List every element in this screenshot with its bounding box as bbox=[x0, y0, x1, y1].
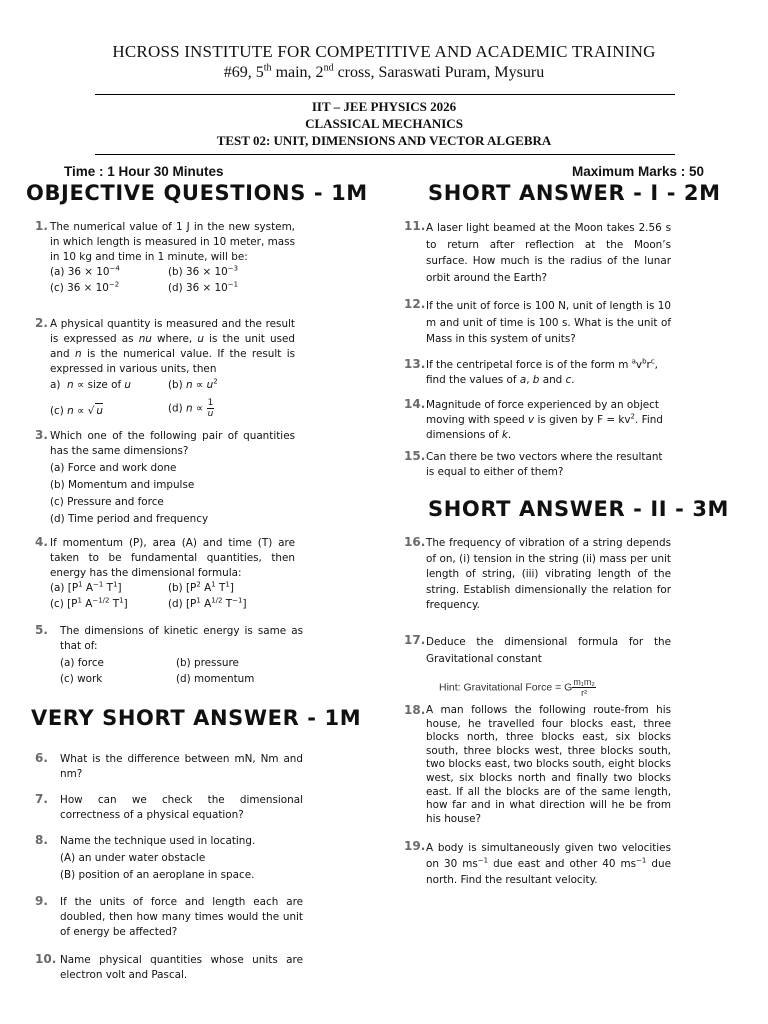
question-number: 16. bbox=[404, 535, 426, 549]
question-text: Can there be two vectors where the resultant is equal to either of them? bbox=[426, 451, 663, 478]
option-d: (d) $36 \times 10^{-1}$ bbox=[168, 280, 239, 294]
option-c: (c) n ∝ √ u bbox=[50, 405, 103, 417]
question-13 bbox=[404, 358, 671, 388]
question-text: A laser light beamed at the Moon takes 2.56 s to return after reflection at the Moon’s surface. How much is the radius of the lunar orbit around the Earth? bbox=[426, 222, 671, 284]
question-text: The numerical value of 1 J in the new system, in which length is measured in 10 meter, mass in 10 kg and time in 1 minute, will be: bbox=[50, 221, 295, 263]
question-number: 9. bbox=[35, 894, 48, 908]
option-b: (B) position of an aeroplane in space. bbox=[60, 869, 255, 881]
option-c: (c) $36 \times 10^{-2}$ bbox=[50, 280, 120, 294]
option-b: (b) [$P^2$ $A^1$ $T^1$] bbox=[168, 580, 234, 594]
option-b: (b) Momentum and impulse bbox=[50, 479, 195, 491]
option-b: (b) $36 \times 10^{-3}$ bbox=[168, 264, 239, 278]
question-10 bbox=[35, 953, 303, 983]
question-number: 8. bbox=[35, 833, 48, 847]
exam-subject: CLASSICAL MECHANICS bbox=[305, 116, 463, 131]
exam-test-name: TEST 02: UNIT, DIMENSIONS AND VECTOR ALGEBRA bbox=[216, 133, 552, 148]
question-text: A man follows the following route-from his house, he travelled four blocks east, three blocks north, three blocks east, six blocks south, three blocks west, three blocks south, two blocks east, two blocks south, eight blocks west, six blocks north and finally two blocks east. If all the blocks are of the same length, how far and in what direction will he be from his house? bbox=[426, 704, 671, 825]
question-number: 10. bbox=[35, 952, 57, 966]
question-number: 5. bbox=[35, 623, 48, 637]
option-a: (a) [$P^1$ $A^{-1}$ $T^1$] bbox=[50, 580, 122, 594]
question-text: What is the difference between mN, Nm and nm? bbox=[60, 753, 303, 780]
question-text: The dimensions of kinetic energy is same as that of: bbox=[60, 625, 303, 652]
institute-address: #69, 5th main, 2nd cross, Saraswati Puram, Mysuru bbox=[223, 62, 545, 81]
option-b: (b) pressure bbox=[176, 657, 239, 669]
question-18 bbox=[404, 704, 671, 826]
institute-name: HCROSS INSTITUTE FOR COMPETITIVE AND ACADEMIC TRAINING bbox=[112, 42, 656, 61]
question-text: If the unit of force is 100 N, unit of length is 10 m and unit of time is 100 s. What is the unit of Mass in this system of units? bbox=[426, 300, 671, 345]
question-number: 12. bbox=[404, 297, 426, 311]
question-number: 3. bbox=[35, 428, 48, 442]
question-number: 18. bbox=[404, 703, 426, 717]
question-text: How can we check the dimensional correctness of a physical equation? bbox=[60, 794, 303, 821]
question-number: 19. bbox=[404, 839, 426, 853]
option-c: (c) work bbox=[60, 673, 103, 685]
question-17 bbox=[404, 634, 671, 698]
question-number: 17. bbox=[404, 633, 426, 647]
question-text: Magnitude of force experienced by an object moving with speed v is given by $F = kv^2$. Find dimensions of k. bbox=[426, 399, 663, 441]
question-5 bbox=[35, 624, 303, 687]
question-4 bbox=[35, 536, 295, 612]
question-9 bbox=[35, 895, 303, 940]
question-text: If the units of force and length each are doubled, then how many times would the unit of energy be affected? bbox=[60, 896, 303, 938]
option-a: (a) Force and work done bbox=[50, 462, 177, 474]
section-short1-heading: SHORT ANSWER - I - 2M bbox=[428, 181, 721, 205]
section-very-short-heading: VERY SHORT ANSWER - 1M bbox=[31, 706, 362, 730]
question-text: The frequency of vibration of a string depends of on, (i) tension in the string (ii) mass per unit length of string, (iii) vibrating length of the string. Establish dimensionally the relation for frequency. bbox=[426, 537, 671, 611]
option-a: a) n ∝ size of u bbox=[50, 379, 132, 391]
question-19 bbox=[404, 840, 671, 888]
question-11 bbox=[404, 220, 671, 286]
question-number: 1. bbox=[35, 219, 48, 233]
question-2 bbox=[35, 317, 295, 419]
option-d: (d) [$P^1$ $A^{1/2}$ $T^{-1}$] bbox=[168, 596, 247, 610]
question-12 bbox=[404, 298, 671, 348]
question-number: 15. bbox=[404, 449, 426, 463]
question-3 bbox=[35, 429, 295, 527]
header-divider-bottom bbox=[95, 154, 675, 155]
question-6 bbox=[35, 752, 303, 782]
question-8 bbox=[35, 834, 303, 883]
option-a: (A) an under water obstacle bbox=[60, 852, 206, 864]
section-objective-heading: OBJECTIVE QUESTIONS - 1M bbox=[26, 181, 368, 205]
option-d: (d) momentum bbox=[176, 673, 255, 685]
question-16 bbox=[404, 536, 671, 614]
question-text: Deduce the dimensional formula for the Gravitational constant bbox=[426, 636, 671, 665]
gravitational-force-hint: Hint: Gravitational Force = G $\frac{\text{m₁m₂}}{\text{r²}}$ bbox=[439, 677, 595, 698]
question-number: 6. bbox=[35, 751, 48, 765]
question-7 bbox=[35, 793, 303, 823]
question-number: 4. bbox=[35, 535, 48, 549]
exam-max-marks: Maximum Marks : 50 bbox=[572, 164, 705, 179]
question-text: Which one of the following pair of quantities has the same dimensions? bbox=[50, 430, 295, 457]
question-number: 14. bbox=[404, 397, 426, 411]
question-text: A physical quantity is measured and the result is expressed as nu where, u is the unit used and n is the numerical value. If the result is expressed in various units, then bbox=[50, 318, 295, 375]
question-number: 11. bbox=[404, 219, 426, 233]
exam-title: IIT – JEE PHYSICS 2026 bbox=[311, 99, 457, 114]
question-1 bbox=[35, 220, 295, 296]
question-number: 13. bbox=[404, 357, 426, 371]
option-b: (b) $n \propto u^2$ bbox=[168, 377, 218, 391]
question-text: A body is simultaneously given two velocities on 30 $ms^{-1}$ due east and other 40 $ms^{-1}$ due north. Find the resultant velocity. bbox=[426, 842, 671, 886]
sqrt-icon: √ bbox=[87, 405, 95, 417]
question-text: Name the technique used in locating. bbox=[60, 835, 256, 847]
option-d: (d) Time period and frequency bbox=[50, 513, 209, 525]
question-text: Name physical quantities whose units are electron volt and Pascal. bbox=[60, 954, 303, 981]
question-text: If the centripetal force is of the form m $^av^br^c$, find the values of a, b and c. bbox=[426, 357, 658, 386]
question-number: 7. bbox=[35, 792, 48, 806]
question-number: 2. bbox=[35, 316, 48, 330]
question-15 bbox=[404, 450, 671, 480]
question-14 bbox=[404, 398, 671, 443]
question-text: If momentum (P), area (A) and time (T) are taken to be fundamental quantities, then energy has the dimensional formula: bbox=[50, 537, 295, 579]
option-d: (d) n ∝ $\frac{1}{u}$ bbox=[168, 398, 214, 419]
section-short2-heading: SHORT ANSWER - II - 3M bbox=[428, 497, 730, 521]
option-c: (c) [$P^1$ $A^{-1/2}$ $T^1$] bbox=[50, 596, 128, 610]
option-a: (a) force bbox=[60, 657, 104, 669]
header-divider-top bbox=[95, 94, 675, 95]
option-c: (c) Pressure and force bbox=[50, 496, 164, 508]
exam-time: Time : 1 Hour 30 Minutes bbox=[64, 164, 224, 179]
option-a: (a) $36 \times 10^{-4}$ bbox=[50, 264, 120, 278]
